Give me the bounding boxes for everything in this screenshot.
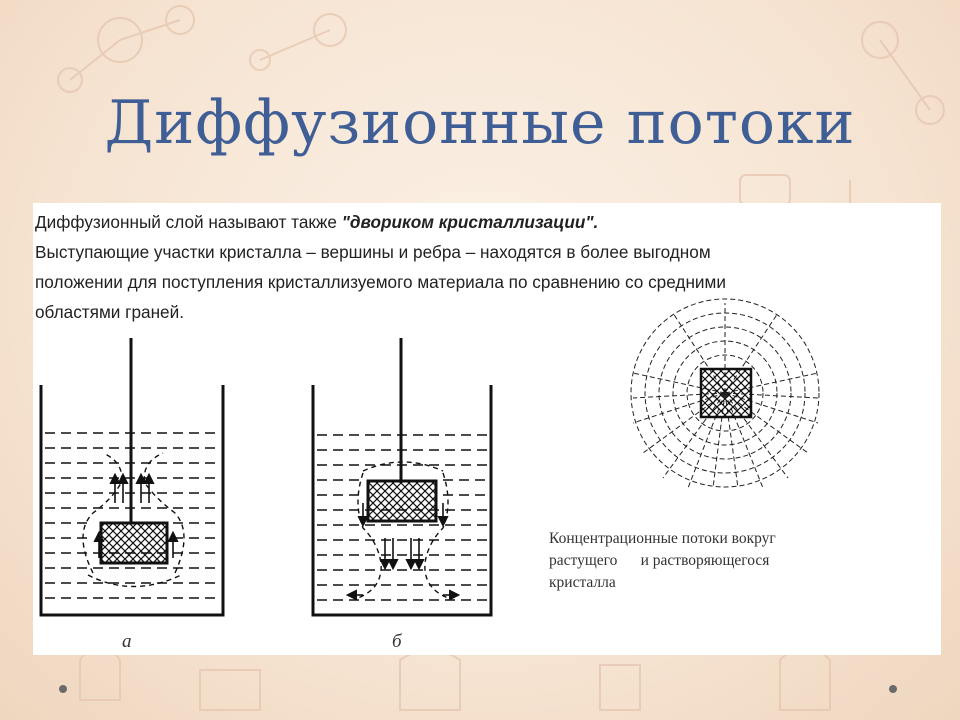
figure-label-b: б	[392, 631, 402, 652]
figure-a-vessel	[41, 338, 223, 615]
crystal-hatched	[701, 369, 751, 417]
caption-line-1: Концентрационные потоки вокруг	[549, 530, 776, 547]
desc-line-4: областями граней.	[35, 302, 184, 322]
desc-line-2: Выступающие участки кристалла – вершины и ребра – находятся в более выгодном	[35, 242, 711, 262]
caption-line-3: кристалла	[549, 574, 616, 591]
desc-line-1-plain: Диффузионный слой называют также	[35, 212, 342, 232]
caption-line-2: растущего и растворяющегося	[549, 552, 770, 569]
figure-caption	[549, 528, 879, 594]
desc-line-3: положении для поступления кристаллизуемого материала по сравнению со средними	[35, 272, 726, 292]
figure-b-vessel	[313, 338, 491, 615]
slide-title: Диффузионные потоки	[104, 88, 856, 158]
figure-label-a: а	[122, 631, 132, 652]
decor-dot-right	[889, 685, 897, 693]
decor-dot-left	[59, 685, 67, 693]
content-panel	[33, 203, 941, 655]
desc-line-1-emphasis: "двориком кристаллизации".	[341, 212, 599, 232]
